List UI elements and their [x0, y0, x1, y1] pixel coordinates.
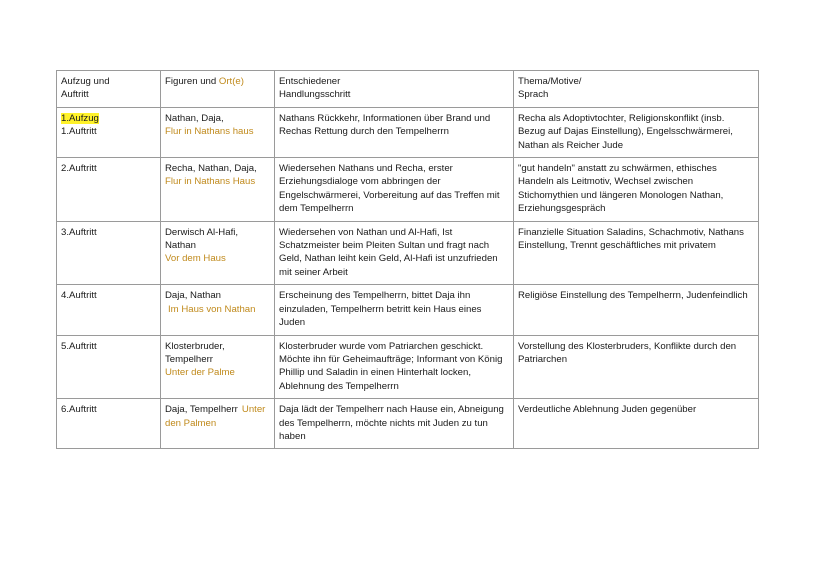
- aufzug-label: 1.Aufzug: [61, 112, 99, 124]
- header-handlungsschritt: Entschiedener Handlungsschritt: [275, 71, 514, 108]
- table-row: [57, 399, 759, 449]
- auftritt-label: 1.Auftritt: [61, 126, 97, 138]
- cell-thema: "gut handeln" anstatt zu schwärmen, ethisches Handeln als Leitmotiv, Wechsel zwischen Stichomythien und längeren Monologen Nathan, Erziehungsgespräch: [514, 158, 759, 222]
- cell-figuren: Daja, Tempelherr Unter den Palmen: [161, 399, 275, 449]
- cell-handlung: Klosterbruder wurde vom Patriarchen geschickt. Möchte ihn für Geheimaufträge; Informant von König Phillip und Saladin in einen Hinterhalt locken, Ablehnung des Tempelherrn: [275, 335, 514, 399]
- cell-auftritt: [57, 107, 161, 157]
- cell-handlung: Wiedersehen von Nathan und Al-Hafi, Ist Schatzmeister beim Pleiten Sultan und fragt nach Geld, Nathan leiht kein Geld, Al-Hafi ist unzufrieden mit seiner Arbeit: [275, 221, 514, 285]
- table-row: [57, 285, 759, 335]
- cell-auftritt: 2.Auftritt: [57, 158, 161, 222]
- cell-thema: Recha als Adoptivtochter, Religionskonflikt (insb. Bezug auf Dajas Einstellung), Engelsschwärmerei, Nathan als Reicher Jude: [514, 107, 759, 157]
- header-figuren-orte: Figuren und Ort(e): [161, 71, 275, 108]
- cell-figuren: Recha, Nathan, Daja, Flur in Nathans Haus: [161, 158, 275, 222]
- cell-auftritt: 4.Auftritt: [57, 285, 161, 335]
- cell-auftritt: 6.Auftritt: [57, 399, 161, 449]
- location-text: Flur in Nathans haus: [165, 126, 254, 138]
- location-text: Im Haus von Nathan: [168, 303, 256, 315]
- location-text: Vor dem Haus: [165, 253, 226, 265]
- cell-auftritt: 5.Auftritt: [57, 335, 161, 399]
- cell-figuren: Klosterbruder, Tempelherr Unter der Palme: [161, 335, 275, 399]
- cell-handlung: Wiedersehen Nathans und Recha, erster Erziehungsdialoge vom abbringen der Engelschwärmerei, Vorbereitung auf das Treffen mit dem Tempelherrn: [275, 158, 514, 222]
- table-row: [57, 158, 759, 222]
- location-text: Unter der Palme: [165, 367, 235, 379]
- cell-thema: Vorstellung des Klosterbruders, Konflikte durch den Patriarchen: [514, 335, 759, 399]
- table-row: [57, 221, 759, 285]
- header-thema-motive: Thema/Motive/ Sprach: [514, 71, 759, 108]
- scene-overview-table: [56, 70, 759, 449]
- table-row: [57, 335, 759, 399]
- cell-figuren: Nathan, Daja, Flur in Nathans haus: [161, 107, 275, 157]
- cell-handlung: Nathans Rückkehr, Informationen über Brand und Rechas Rettung durch den Tempelherrn: [275, 107, 514, 157]
- location-text: Unter den Palmen: [165, 404, 266, 429]
- cell-auftritt: 3.Auftritt: [57, 221, 161, 285]
- location-text: Flur in Nathans Haus: [165, 176, 256, 188]
- cell-thema: Religiöse Einstellung des Tempelherrn, Judenfeindlich: [514, 285, 759, 335]
- cell-thema: Finanzielle Situation Saladins, Schachmotiv, Nathans Einstellung, Trennt geschäftliches mit privatem: [514, 221, 759, 285]
- table-row: [57, 107, 759, 157]
- cell-figuren: Daja, Nathan Im Haus von Nathan: [161, 285, 275, 335]
- cell-thema: Verdeutliche Ablehnung Juden gegenüber: [514, 399, 759, 449]
- table-header-row: [57, 71, 759, 108]
- cell-handlung: Erscheinung des Tempelherrn, bittet Daja ihn einzuladen, Tempelherrn betritt kein Haus eines Juden: [275, 285, 514, 335]
- cell-figuren: Derwisch Al-Hafi, Nathan Vor dem Haus: [161, 221, 275, 285]
- header-aufzug-auftritt: Aufzug und Auftritt: [57, 71, 161, 108]
- cell-handlung: Daja lädt der Tempelherr nach Hause ein, Abneigung des Tempelherrn, möchte nichts mit Juden zu tun haben: [275, 399, 514, 449]
